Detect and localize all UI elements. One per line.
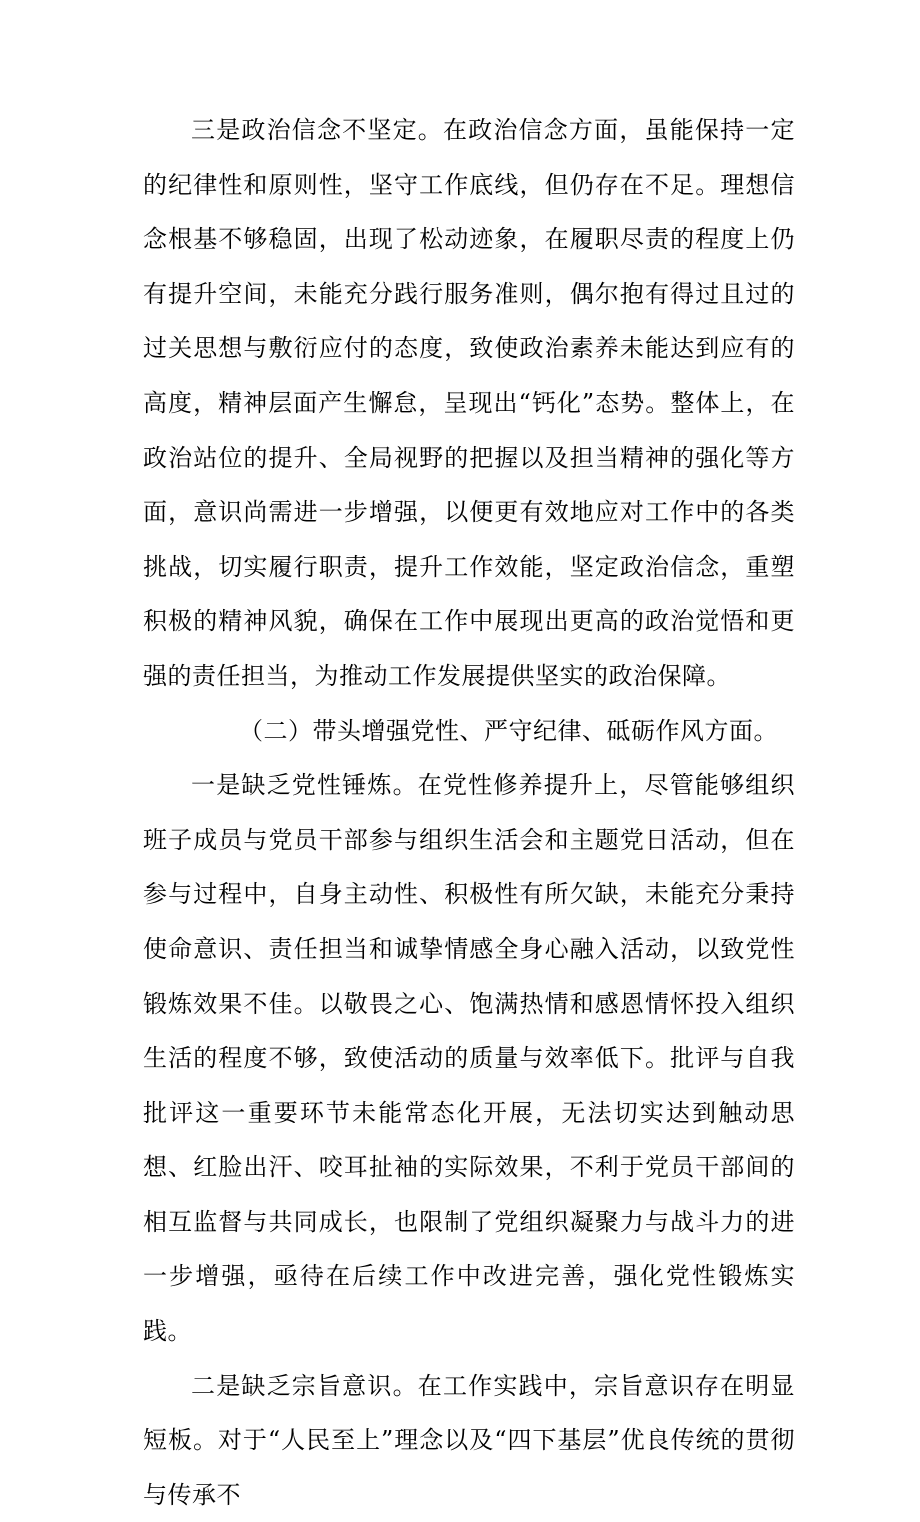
- document-page: [143, 103, 795, 1522]
- paragraph-party-spirit: 一是缺乏党性锤炼。在党性修养提升上，尽管能够组织班子成员与党员干部参与组织生活会和主题党日活动，但在参与过程中，自身主动性、积极性有所欠缺，未能充分秉持使命意识、责任担当和诚挚情感全身心融入活动，以致党性锻炼效果不佳。以敬畏之心、饱满热情和感恩情怀投入组织生活的程度不够，致使活动的质量与效率低下。批评与自我批评这一重要环节未能常态化开展，无法切实达到触动思想、红脸出汗、咬耳扯袖的实际效果，不利于党员干部间的相互监督与共同成长，也限制了党组织凝聚力与战斗力的进一步增强，亟待在后续工作中改进完善，强化党性锻炼实践。: [143, 771, 795, 1346]
- paragraph-political-belief: 三是政治信念不坚定。在政治信念方面，虽能保持一定的纪律性和原则性，坚守工作底线，但仍存在不足。理想信念根基不够稳固，出现了松动迹象，在履职尽责的程度上仍有提升空间，未能充分践行服务准则，偶尔抱有得过且过的过关思想与敷衍应付的态度，致使政治素养未能达到应有的高度，精神层面产生懈怠，呈现出“钙化”态势。整体上，在政治站位的提升、全局视野的把握以及担当精神的强化等方面，意识尚需进一步增强，以便更有效地应对工作中的各类挑战，切实履行职责，提升工作效能，坚定政治信念，重塑积极的精神风貌，确保在工作中展现出更高的政治觉悟和更强的责任担当，为推动工作发展提供坚实的政治保障。: [143, 116, 795, 690]
- section-heading: （二）带头增强党性、严守纪律、砥砺作风方面。: [239, 716, 778, 745]
- paragraph-purpose-awareness: 二是缺乏宗旨意识。在工作实践中，宗旨意识存在明显短板。对于“人民至上”理念以及“四下基层”优良传统的贯彻与传承不: [143, 1371, 795, 1509]
